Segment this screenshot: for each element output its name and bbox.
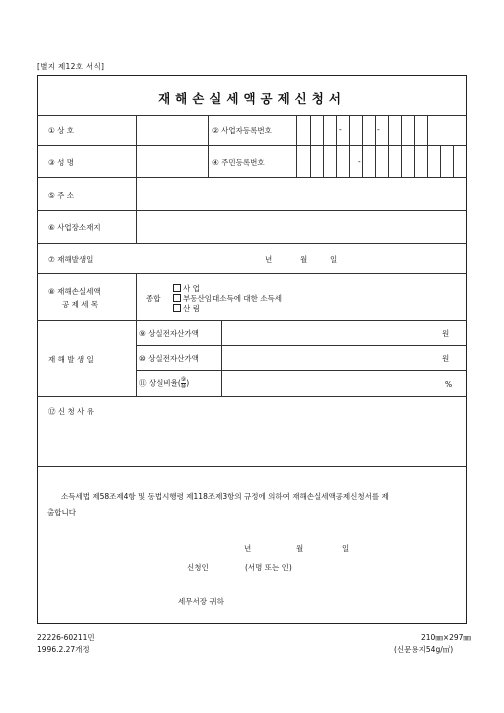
id-cell-divider (401, 115, 402, 145)
tax-item-prefix: 종합 (146, 294, 161, 303)
rule-row-5 (37, 273, 467, 274)
rule-row-3 (37, 210, 467, 211)
id-cell-divider (323, 145, 324, 177)
col-rule-loss (221, 320, 222, 396)
biz-no-dash-2: - (377, 125, 380, 134)
ratio-close: ) (186, 378, 190, 388)
col-rule-label (136, 115, 137, 243)
footer-paper-size: 210㎜×297㎜ (421, 633, 471, 642)
label-address: ⑤ 주 소 (48, 191, 74, 200)
id-cell-divider (296, 145, 297, 177)
rule-loss-1 (136, 345, 467, 346)
signature-label: (서명 또는 인) (245, 563, 292, 572)
footer-form-no: 22226-60211민 (37, 633, 95, 642)
rule-row-7 (37, 396, 467, 397)
id-cell-divider (401, 145, 402, 177)
ratio-label-text: ⑪ 상실비율( (139, 378, 181, 388)
id-cell-divider (296, 115, 297, 145)
ratio-numerator: ⑨ (180, 376, 187, 383)
footer-paper-type: (신문용지54g/㎡) (394, 645, 454, 654)
id-cell-divider (362, 115, 363, 145)
rule-row-2 (37, 177, 467, 178)
rule-row-6 (37, 320, 467, 321)
label-loss-ratio (139, 377, 189, 390)
unit-won-1: 원 (442, 329, 450, 338)
checkbox-forestry[interactable] (173, 303, 200, 314)
unit-percent: % (445, 380, 453, 389)
label-resident-reg-no: ④ 주민등록번호 (212, 158, 265, 167)
checkbox-label: 부동산임대소득에 대한 소득세 (183, 294, 282, 303)
id-cell-divider (310, 115, 311, 145)
id-cell-divider (362, 145, 363, 177)
id-cell-divider (375, 115, 376, 145)
checkbox-square[interactable] (173, 294, 181, 302)
footer-revised: 1996.2.27개정 (37, 645, 90, 654)
date-day: 일 (330, 255, 338, 264)
form-title: 재해손실세액공제신청서 (158, 91, 346, 106)
checkbox-label: 사 업 (183, 284, 200, 293)
label-before-amount: ⑨ 상실전자산가액 (139, 329, 199, 338)
id-cell-divider (440, 145, 441, 177)
label-biz-reg-no: ② 사업자등록번호 (212, 126, 272, 135)
id-cell-divider (427, 145, 428, 177)
label-deduction-tax-2: 공 제 세 목 (62, 300, 99, 309)
label-apply-reason: ⑫ 신 청 사 유 (48, 407, 95, 416)
id-cell-divider (310, 145, 311, 177)
label-deduction-tax: ⑧ 재해손실세액 (48, 287, 101, 296)
id-cell-divider (336, 115, 337, 145)
id-cell-divider (453, 145, 454, 177)
id-cell-divider (336, 145, 337, 177)
label-name: ③ 성 명 (48, 158, 74, 167)
unit-won-2: 원 (442, 354, 450, 363)
id-cell-divider (388, 145, 389, 177)
col-rule-label-2 (136, 273, 137, 396)
rule-row-1 (37, 145, 467, 146)
decl-day: 일 (342, 544, 350, 553)
label-business-location: ⑥ 사업장소재지 (48, 223, 101, 232)
label-text: ① 상 호 (48, 126, 74, 135)
declaration-line-1: 소득세법 제58조제4항 및 동법시행령 제118조제3항의 규정에 의하여 재해손실세액공제신청서를 제 (61, 492, 389, 501)
biz-no-dash-1: - (339, 125, 342, 134)
label-after-amount: ⑩ 상실전자산가액 (139, 354, 199, 363)
id-cell-divider (349, 145, 350, 177)
rule-loss-2 (136, 370, 467, 371)
rule-under-title (37, 115, 467, 116)
label-disaster-date: ⑦ 재해발생일 (48, 255, 94, 264)
id-cell-divider (323, 115, 324, 145)
ratio-denominator: ⑩ (180, 383, 187, 390)
label-trade-name (48, 125, 126, 136)
decl-month: 월 (296, 544, 304, 553)
decl-year: 년 (244, 544, 252, 553)
checkbox-square[interactable] (173, 284, 181, 292)
form-number-tag: [별지 제12호 서식] (37, 62, 105, 71)
col-rule-mid (208, 115, 209, 177)
checkbox-square[interactable] (173, 304, 181, 312)
date-month: 월 (300, 255, 308, 264)
id-cell-divider (349, 115, 350, 145)
applicant-label: 신청인 (187, 563, 209, 572)
id-cell-divider (375, 145, 376, 177)
recipient-label: 세무서장 귀하 (178, 597, 224, 606)
label-disaster-status: 재 해 발 생 일 (48, 355, 94, 364)
id-cell-divider (414, 145, 415, 177)
rule-row-8 (37, 466, 467, 467)
resident-no-dash: - (358, 157, 361, 166)
id-cell-divider (414, 115, 415, 145)
id-cell-divider (388, 115, 389, 145)
checkbox-label: 산 림 (183, 304, 200, 313)
rule-row-4 (37, 243, 467, 244)
date-year: 년 (265, 255, 273, 264)
declaration-line-2: 출합니다 (47, 508, 76, 517)
id-cell-divider (427, 115, 428, 145)
